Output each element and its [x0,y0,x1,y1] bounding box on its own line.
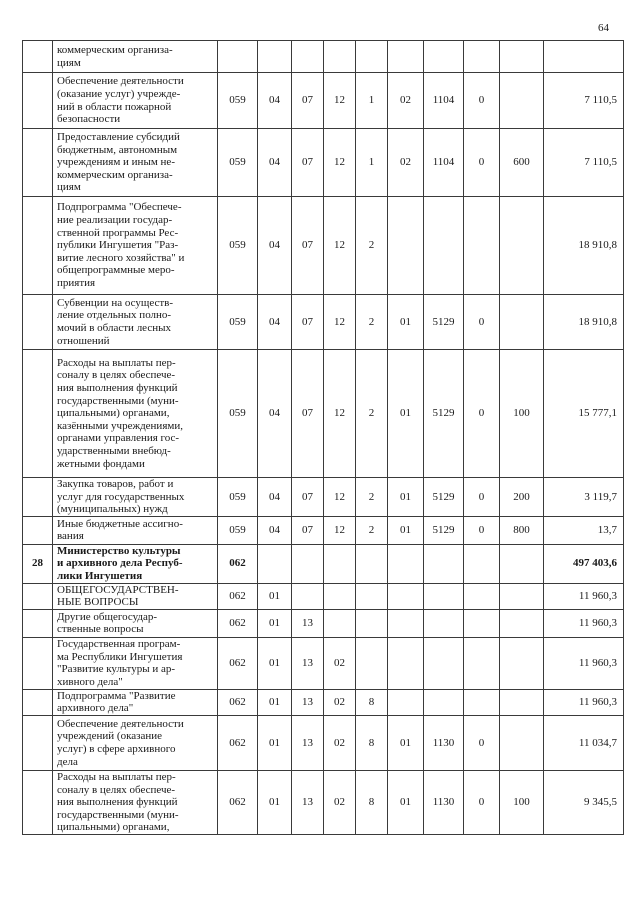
program-code-cell [324,41,356,73]
direction-code-cell: 5129 [424,295,464,350]
program-code-cell: 12 [324,478,356,517]
row-number-cell [23,129,53,197]
ministry-code-cell: 059 [218,129,258,197]
direction-code-cell: 1104 [424,129,464,197]
main-activity-code-cell: 01 [388,478,424,517]
main-activity-code-cell [388,637,424,689]
row-number-cell: 28 [23,544,53,583]
amount-cell: 7 110,5 [544,129,624,197]
row-number-cell [23,516,53,544]
extra-code-cell: 0 [464,715,500,770]
direction-code-cell: 5129 [424,350,464,478]
direction-code-cell: 5129 [424,478,464,517]
expense-type-cell [500,609,544,637]
item-name-cell: Предоставление субсидий бюджетным, автономным учреждениям и иным не- коммерческим организа- циям [53,129,218,197]
program-code-cell [324,544,356,583]
budget-table [22,40,624,835]
item-name-cell: коммерческим организа- циям [53,41,218,73]
program-code-cell: 12 [324,516,356,544]
direction-code-cell [424,609,464,637]
main-activity-code-cell [388,583,424,609]
subprogram-code-cell: 8 [356,715,388,770]
subprogram-code-cell: 2 [356,478,388,517]
section-code-cell: 01 [258,715,292,770]
subsection-code-cell: 07 [292,350,324,478]
ministry-code-cell: 059 [218,73,258,129]
table-row [23,478,624,517]
direction-code-cell [424,689,464,715]
main-activity-code-cell: 01 [388,350,424,478]
subsection-code-cell: 07 [292,478,324,517]
expense-type-cell [500,197,544,295]
item-name-cell: Закупка товаров, работ и услуг для государственных (муниципальных) нужд [53,478,218,517]
subprogram-code-cell [356,609,388,637]
amount-cell: 497 403,6 [544,544,624,583]
amount-cell: 9 345,5 [544,770,624,834]
direction-code-cell: 1130 [424,770,464,834]
row-number-cell [23,583,53,609]
extra-code-cell: 0 [464,770,500,834]
expense-type-cell [500,637,544,689]
ministry-code-cell: 059 [218,295,258,350]
table-row [23,129,624,197]
expense-type-cell: 600 [500,129,544,197]
amount-cell: 13,7 [544,516,624,544]
subsection-code-cell [292,544,324,583]
direction-code-cell [424,544,464,583]
subprogram-code-cell [356,544,388,583]
main-activity-code-cell: 01 [388,770,424,834]
extra-code-cell: 0 [464,129,500,197]
expense-type-cell: 100 [500,350,544,478]
extra-code-cell [464,583,500,609]
ministry-code-cell: 062 [218,637,258,689]
expense-type-cell [500,73,544,129]
subsection-code-cell: 07 [292,197,324,295]
subsection-code-cell [292,41,324,73]
program-code-cell: 12 [324,129,356,197]
expense-type-cell [500,295,544,350]
item-name-cell: Подпрограмма "Развитие архивного дела" [53,689,218,715]
subprogram-code-cell [356,583,388,609]
expense-type-cell [500,715,544,770]
section-code-cell: 04 [258,73,292,129]
amount-cell: 11 960,3 [544,609,624,637]
table-row [23,583,624,609]
ministry-code-cell: 059 [218,350,258,478]
program-code-cell: 02 [324,689,356,715]
extra-code-cell: 0 [464,478,500,517]
row-number-cell [23,73,53,129]
item-name-cell: Обеспечение деятельности (оказание услуг) учрежде- ний в области пожарной безопасности [53,73,218,129]
item-name-cell: Расходы на выплаты пер- соналу в целях обеспече- ния выполнения функций государственными (муни- ципальными) органами, [53,770,218,834]
subprogram-code-cell: 8 [356,689,388,715]
table-row [23,770,624,834]
expense-type-cell: 800 [500,516,544,544]
section-code-cell: 01 [258,609,292,637]
subsection-code-cell: 07 [292,129,324,197]
main-activity-code-cell: 01 [388,715,424,770]
extra-code-cell: 0 [464,350,500,478]
expense-type-cell [500,41,544,73]
subsection-code-cell: 13 [292,715,324,770]
row-number-cell [23,770,53,834]
table-row [23,295,624,350]
main-activity-code-cell [388,609,424,637]
item-name-cell: Иные бюджетные ассигно- вания [53,516,218,544]
main-activity-code-cell: 01 [388,516,424,544]
row-number-cell [23,609,53,637]
subsection-code-cell: 07 [292,516,324,544]
amount-cell: 11 960,3 [544,637,624,689]
subsection-code-cell: 13 [292,637,324,689]
table-row [23,197,624,295]
direction-code-cell [424,637,464,689]
ministry-code-cell [218,41,258,73]
program-code-cell: 12 [324,295,356,350]
section-code-cell: 01 [258,583,292,609]
table-row [23,715,624,770]
program-code-cell: 02 [324,715,356,770]
section-code-cell: 04 [258,197,292,295]
item-name-cell: ОБЩЕГОСУДАРСТВЕН- НЫЕ ВОПРОСЫ [53,583,218,609]
program-code-cell: 02 [324,637,356,689]
subsection-code-cell: 13 [292,770,324,834]
direction-code-cell [424,41,464,73]
subsection-code-cell: 13 [292,609,324,637]
subprogram-code-cell: 2 [356,295,388,350]
section-code-cell: 01 [258,770,292,834]
ministry-code-cell: 062 [218,715,258,770]
row-number-cell [23,637,53,689]
amount-cell: 11 034,7 [544,715,624,770]
section-code-cell: 01 [258,637,292,689]
program-code-cell [324,583,356,609]
item-name-cell: Обеспечение деятельности учреждений (оказание услуг) в сфере архивного дела [53,715,218,770]
amount-cell: 18 910,8 [544,295,624,350]
expense-type-cell: 100 [500,770,544,834]
main-activity-code-cell: 02 [388,129,424,197]
subsection-code-cell [292,583,324,609]
program-code-cell: 12 [324,350,356,478]
amount-cell: 15 777,1 [544,350,624,478]
extra-code-cell [464,637,500,689]
row-number-cell [23,715,53,770]
main-activity-code-cell: 02 [388,73,424,129]
table-row [23,350,624,478]
ministry-code-cell: 062 [218,544,258,583]
amount-cell [544,41,624,73]
item-name-cell: Министерство культуры и архивного дела Респуб- лики Ингушетия [53,544,218,583]
extra-code-cell [464,609,500,637]
ministry-code-cell: 062 [218,609,258,637]
expense-type-cell [500,689,544,715]
program-code-cell: 12 [324,73,356,129]
main-activity-code-cell [388,689,424,715]
direction-code-cell: 1104 [424,73,464,129]
item-name-cell: Подпрограмма "Обеспече- ние реализации государ- ственной программы Рес- публики Ингушетия "Раз- витие лесного хозяйства" и общепрограммные меро- приятия [53,197,218,295]
subprogram-code-cell: 2 [356,516,388,544]
section-code-cell: 04 [258,478,292,517]
extra-code-cell: 0 [464,295,500,350]
ministry-code-cell: 062 [218,689,258,715]
ministry-code-cell: 059 [218,197,258,295]
subprogram-code-cell: 2 [356,350,388,478]
section-code-cell: 04 [258,129,292,197]
table-row [23,544,624,583]
table-row [23,637,624,689]
main-activity-code-cell: 01 [388,295,424,350]
table-row [23,73,624,129]
subsection-code-cell: 07 [292,73,324,129]
extra-code-cell: 0 [464,73,500,129]
expense-type-cell [500,583,544,609]
subprogram-code-cell [356,637,388,689]
row-number-cell [23,350,53,478]
amount-cell: 11 960,3 [544,583,624,609]
item-name-cell: Субвенции на осуществ- ление отдельных полно- мочий в области лесных отношений [53,295,218,350]
amount-cell: 3 119,7 [544,478,624,517]
ministry-code-cell: 059 [218,516,258,544]
item-name-cell: Другие общегосудар- ственные вопросы [53,609,218,637]
ministry-code-cell: 062 [218,770,258,834]
amount-cell: 7 110,5 [544,73,624,129]
row-number-cell [23,295,53,350]
page-number: 64 [598,22,609,34]
subprogram-code-cell: 1 [356,129,388,197]
subsection-code-cell: 07 [292,295,324,350]
program-code-cell: 12 [324,197,356,295]
section-code-cell: 04 [258,295,292,350]
direction-code-cell [424,583,464,609]
direction-code-cell: 1130 [424,715,464,770]
subprogram-code-cell: 8 [356,770,388,834]
item-name-cell: Расходы на выплаты пер- соналу в целях обеспече- ния выполнения функций государственными (муни- ципальными) органами, казёнными учреждениями, органами управления гос- ударственными внебюд- жетными фондами [53,350,218,478]
row-number-cell [23,478,53,517]
expense-type-cell [500,544,544,583]
subprogram-code-cell: 2 [356,197,388,295]
ministry-code-cell: 059 [218,478,258,517]
extra-code-cell [464,41,500,73]
direction-code-cell [424,197,464,295]
row-number-cell [23,689,53,715]
section-code-cell: 04 [258,350,292,478]
ministry-code-cell: 062 [218,583,258,609]
row-number-cell [23,197,53,295]
extra-code-cell: 0 [464,516,500,544]
amount-cell: 11 960,3 [544,689,624,715]
table-row [23,609,624,637]
amount-cell: 18 910,8 [544,197,624,295]
expense-type-cell: 200 [500,478,544,517]
section-code-cell [258,41,292,73]
section-code-cell: 01 [258,689,292,715]
extra-code-cell [464,544,500,583]
table-row [23,516,624,544]
row-number-cell [23,41,53,73]
section-code-cell: 04 [258,516,292,544]
main-activity-code-cell [388,197,424,295]
section-code-cell [258,544,292,583]
main-activity-code-cell [388,41,424,73]
extra-code-cell [464,197,500,295]
main-activity-code-cell [388,544,424,583]
subprogram-code-cell: 1 [356,73,388,129]
extra-code-cell [464,689,500,715]
item-name-cell: Государственная програм- ма Республики Ингушетия "Развитие культуры и ар- хивного дела" [53,637,218,689]
program-code-cell: 02 [324,770,356,834]
program-code-cell [324,609,356,637]
subprogram-code-cell [356,41,388,73]
table-row [23,689,624,715]
direction-code-cell: 5129 [424,516,464,544]
table-row [23,41,624,73]
subsection-code-cell: 13 [292,689,324,715]
